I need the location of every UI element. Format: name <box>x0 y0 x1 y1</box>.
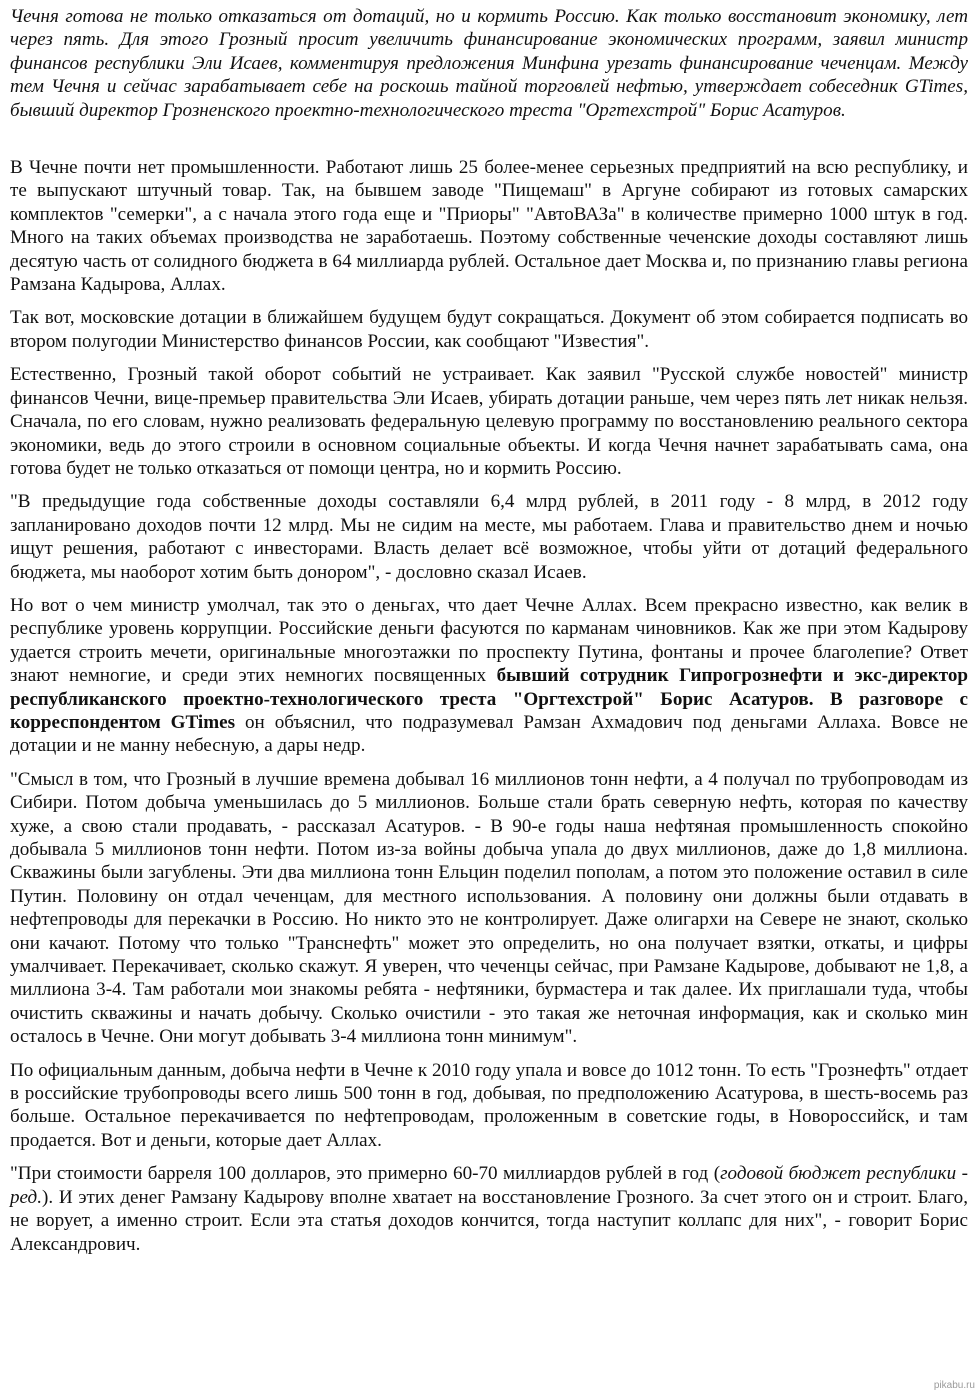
paragraph-allah-money-text-end: он объяснил, что подразумевал Рамзан Ахмадович под деньгами Аллаха. Вовсе не дотации и не манну небесную, а дары недр. <box>10 711 968 757</box>
article-lead: Чечня готова не только отказаться от дотаций, но и кормить Россию. Как только восстановит экономику, лет через пять. Для этого Грозный просит увеличить финансирование экономических программ, заявил министр финансов республики Эли Исаев, комментируя предложения Минфина урезать финансирование чеченцам. Между тем Чечня и сейчас зарабатывает себе на роскошь тайной торговлей нефтью, утверждает собеседник GTimes, бывший директор Грозненского проектно-технологического треста "Оргтехстрой" Борис Асатуров. <box>10 6 968 121</box>
paragraph-barrel-price <box>10 1162 968 1256</box>
paragraph-grozny-reaction: Естественно, Грозный такой оборот событий не устраивает. Как заявил "Русской службе новостей" министр финансов Чечни, вице-премьер правительства Эли Исаев, убирать дотации раньше, чем через пять лет никак нельзя. Сначала, по его словам, нужно реализовать федеральную целевую программу по восстановлению реального сектора экономики, ведь до этого строили в основном социальные объекты. И когда Чечня начнет зарабатывать сама, она готова будет не только отказаться от помощи центра, но и кормить Россию. <box>10 364 968 479</box>
paragraph-allah-money-text-start: Но вот о чем министр умолчал, так это о деньгах, что дает Чечне Аллах. Всем прекрасно известно, как велик в республике уровень коррупции. Российские деньги фасуются по карманам чиновников. Как же при этом Кадырову удается строить мечети, оригинальные многоэтажки по проспекту Путина, фонтаны и прочее благолепие? Ответ знают немногие, и среди этих немногих посвященных <box>10 594 968 687</box>
editor-note: годовой бюджет республики - ред. <box>10 1163 968 1208</box>
paragraph-barrel-price-text-start: "При стоимости барреля 100 долларов, это примерно 60-70 миллиардов рублей в год ( <box>10 1163 721 1185</box>
article-body <box>10 5 968 1266</box>
paragraph-industry: В Чечне почти нет промышленности. Работают лишь 25 более-менее серьезных предприятий на всю республику, и те выпускают штучный товар. Так, на бывшем заводе "Пищемаш" в Аргуне собирают из готовых самарских комплектов "семерки", а с начала этого года еще и "Приоры" "АвтоВАЗа" в количестве примерно 1000 штук в год. Много на таких объемах производства не заработаешь. Поэтому собственные чеченские доходы составляют лишь десятую часть от солидного бюджета в 64 миллиарда рублей. Остальное дает Москва и, по признанию главы региона Рамзана Кадырова, Аллах. <box>10 157 968 296</box>
watermark: pikabu.ru <box>933 1380 975 1391</box>
paragraph-asaturov-quote: "Смысл в том, что Грозный в лучшие времена добывал 16 миллионов тонн нефти, а 4 получал по трубопроводам из Сибири. Потом добыча уменьшилась до 5 миллионов. Больше стали брать северную нефть, которая по качеству хуже, а свою стали продавать, - рассказал Асатуров. - В 90-е годы наша нефтяная промышленность спокойно добывала 5 миллионов тонн нефти. Потом из-за войны добыча упала до двух миллионов, даже до 1,8 миллиона. Скважины были загублены. Эти два миллиона тонн Ельцин поделил пополам, а потом это положение оставил в силе Путин. Половину он отдал чеченцам, для местного использования. А половину они должны были отдавать в нефтепроводы для перекачки в Россию. Но никто это не контролирует. Даже олигархи на Севере не знают, сколько они качают. Потому что только "Транснефть" может это определить, но она получает взятки, откаты, и цифры умалчивает. Перекачивает, сколько скажут. Я уверен, что чеченцы сейчас, при Рамзане Кадырове, добывают не 1,8, а миллиона 3-4. Там работали мои знакомы ребята - нефтяники, бурмастера и так далее. Их приглашали туда, чтобы очистить скважины и начать добычу. Сколько очистили - это такая же неточная информация, как и сколько мин осталось в Чечне. Они могут добывать 3-4 миллиона тонн минимум". <box>10 768 968 1048</box>
paragraph-barrel-price-text-end: ). И этих денег Рамзану Кадырову вполне хватает на восстановление Грозного. За счет этого он и строит. Благо, не ворует, а именно строит. Если эта статья доходов кончится, тогда наступит коллапс для них", - говорит Борис Александрович. <box>10 1186 968 1255</box>
paragraph-subsidies-cut: Так вот, московские дотации в ближайшем будущем будут сокращаться. Документ об этом собирается подписать во втором полугодии Министерство финансов России, как сообщают "Известия". <box>10 307 968 352</box>
source-highlight: бывший сотрудник Гипрогрознефти и экс-директор республиканского проектно-технологического треста "Оргтехстрой" Борис Асатуров. В разговоре с корреспондентом GTimes <box>10 665 969 733</box>
paragraph-official-data: По официальным данным, добыча нефти в Чечне к 2010 году упала и вовсе до 1012 тонн. То есть "Грознефть" отдает в российские трубопроводы всего лишь 500 тонн в год, добывая, по предположению Асатурова, в шесть-восемь раз больше. Остальное перекачивается по нефтепроводам, проложенным в советские годы, в Новороссийск, и там продается. Вот и деньги, которые дает Аллах. <box>10 1059 968 1151</box>
paragraph-isaev-quote: "В предыдущие года собственные доходы составляли 6,4 млрд рублей, в 2011 году - 8 млрд, в 2012 году запланировано доходов почти 12 млрд. Мы не сидим на месте, мы работаем. Глава и правительство днем и ночью ищут решения, работают с инвесторами. Власть делает всё возможное, чтобы уйти от дотаций федерального бюджета, мы наоборот хотим быть донором", - дословно сказал Исаев. <box>10 491 968 583</box>
paragraph-allah-money <box>10 594 968 758</box>
